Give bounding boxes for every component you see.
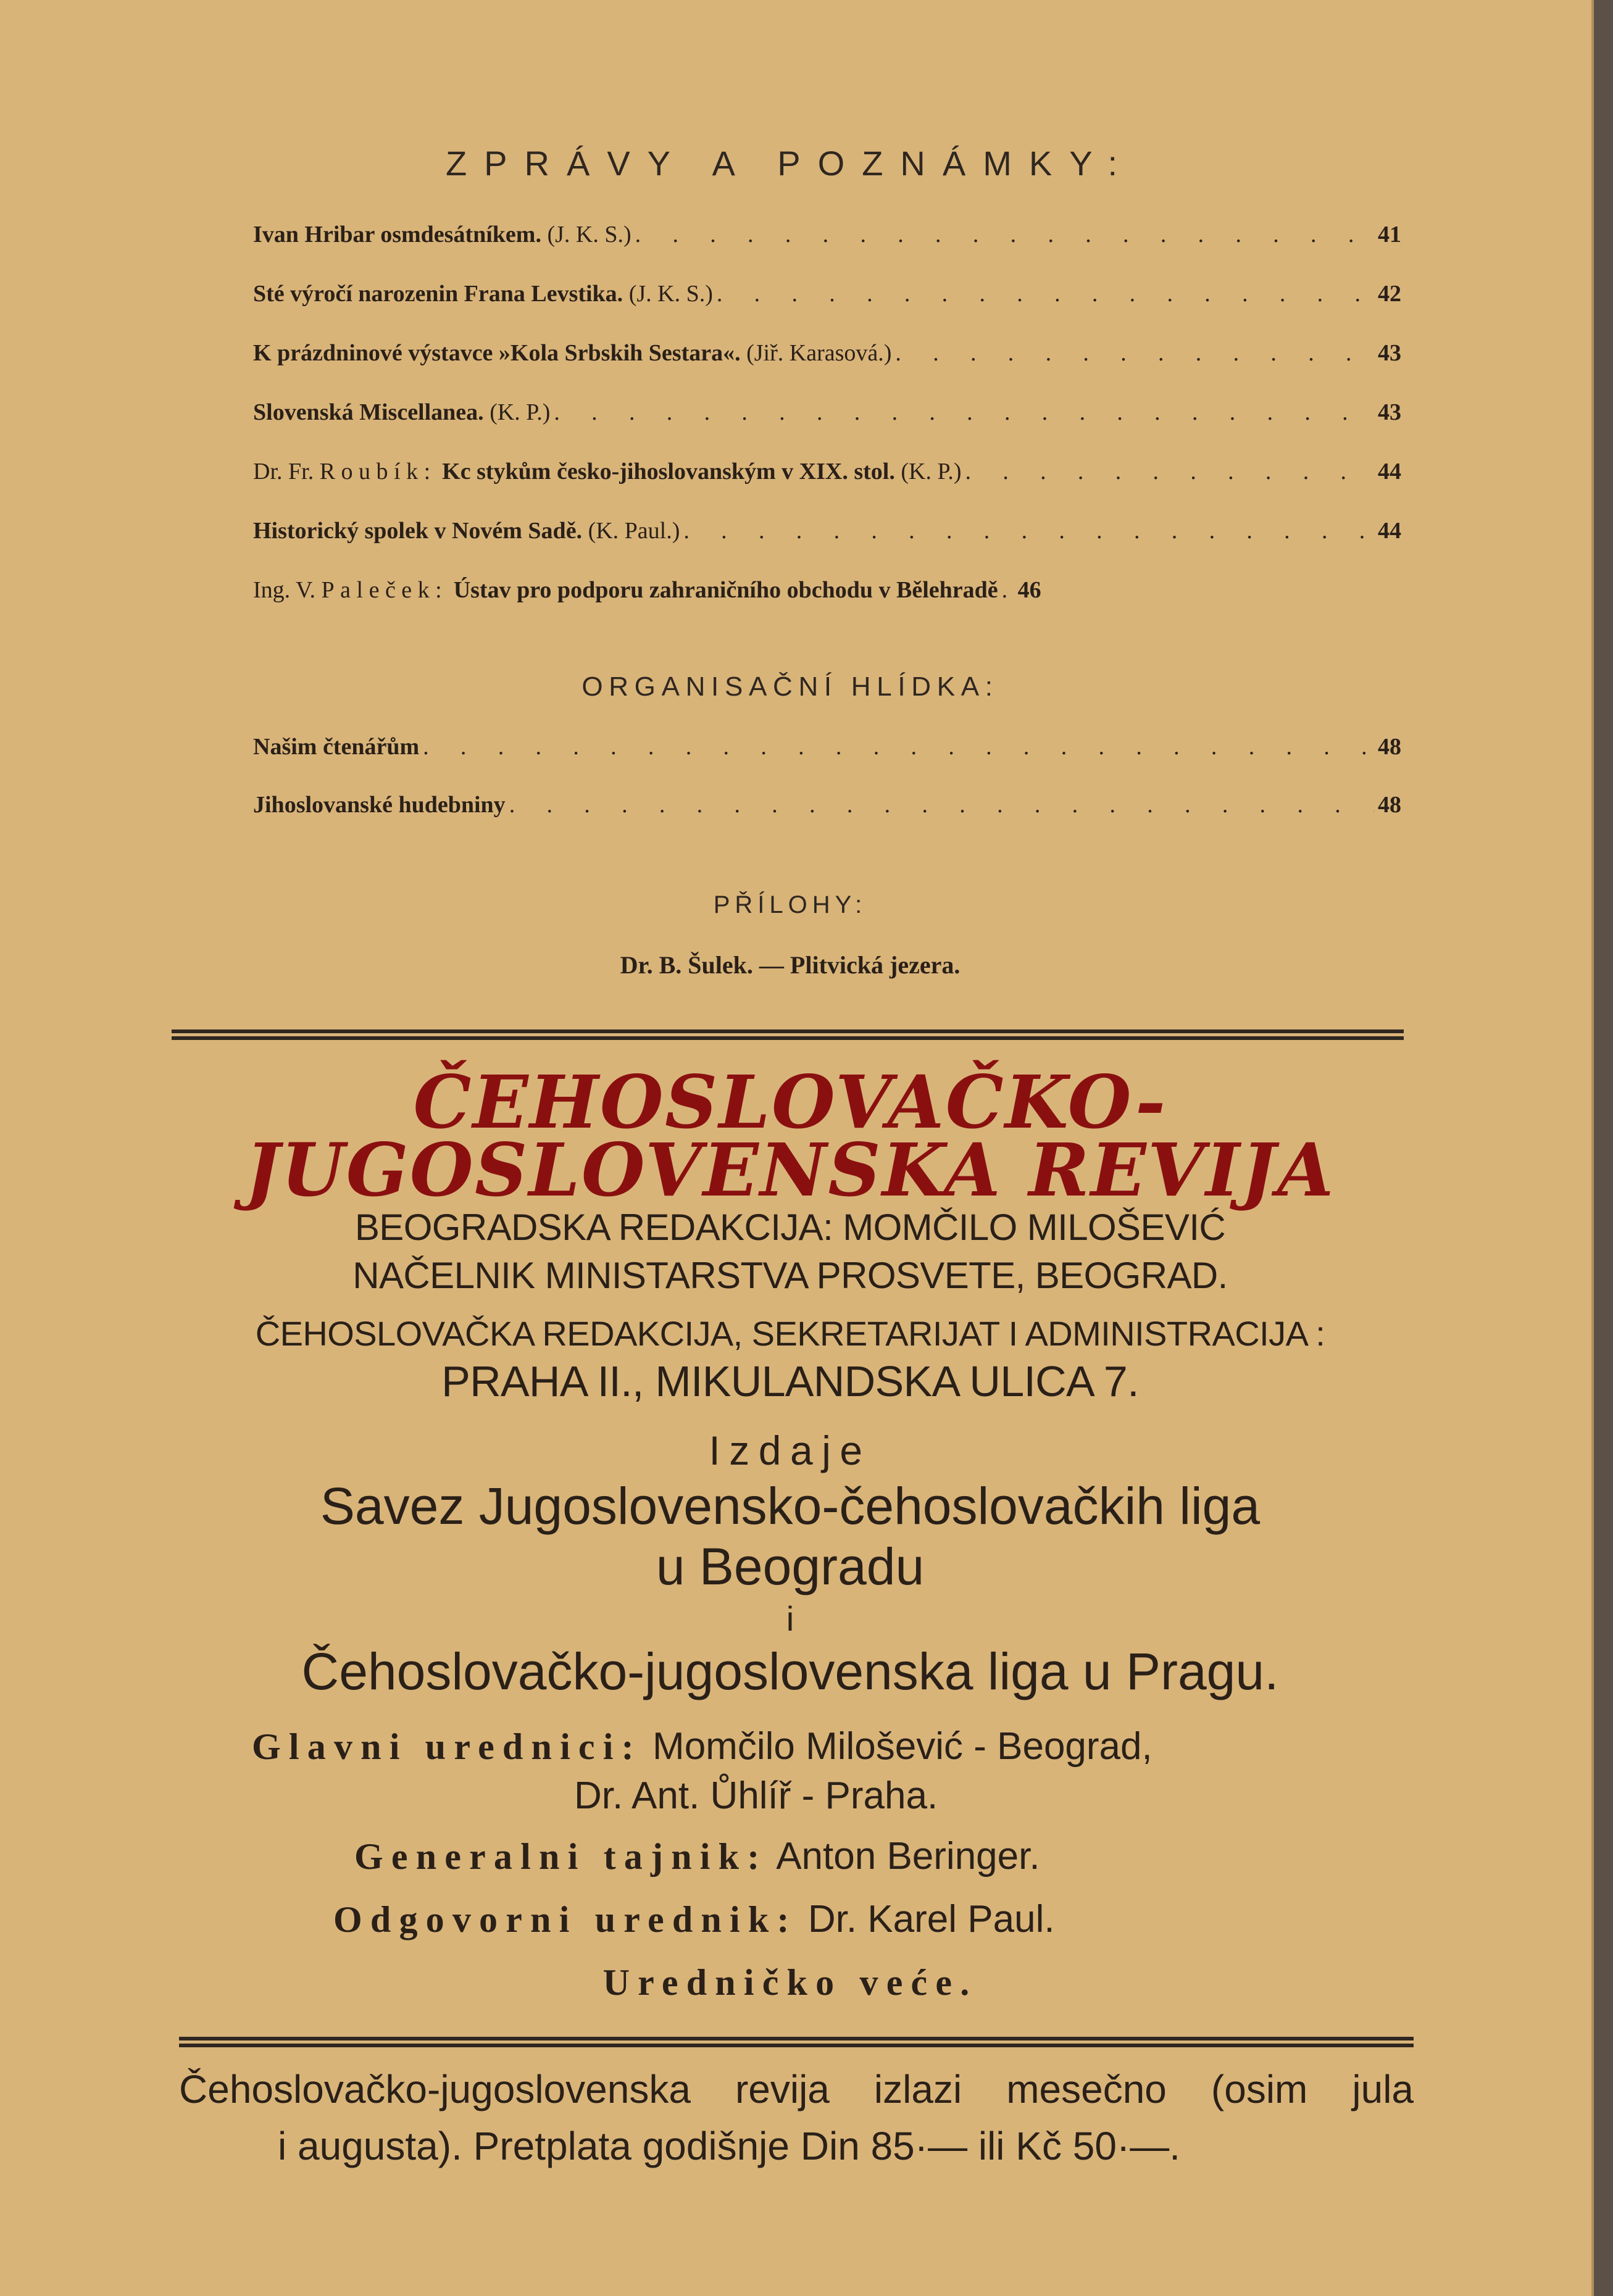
page-number: 48	[1378, 734, 1401, 760]
page-number: 43	[1378, 340, 1401, 366]
responsible-editor: Odgovorni urednik: Dr. Karel Paul.	[333, 1898, 1055, 1940]
page-number: 43	[1378, 399, 1401, 425]
page-number: 46	[1017, 577, 1041, 603]
publisher-2: Čehoslovačko-jugoslovenska liga u Pragu.	[301, 1642, 1279, 1700]
review-title-line-2: JUGOSLOVENSKA REVIJA	[245, 1127, 1335, 1213]
leader-dots	[635, 221, 1374, 248]
belgrade-editor: BEOGRADSKA REDAKCIJA: MOMČILO MILOŠEVIĆ	[354, 1207, 1226, 1248]
chief-editors: Glavni urednici: Momčilo Milošević - Beograd,	[252, 1725, 1152, 1768]
editorial-board: Uredničko veće.	[602, 1962, 978, 2003]
toc-entry: Našim čtenářům . . . 48	[253, 733, 1401, 760]
page-number: 41	[1378, 222, 1401, 247]
leader-dots	[509, 791, 1374, 818]
toc-entry: Jihoslovanské hudebniny . . . 48	[253, 791, 1401, 818]
leader-dots	[423, 733, 1374, 760]
page-number: 44	[1378, 459, 1401, 485]
secretary-general: Generalni tajnik: Anton Beringer.	[354, 1835, 1040, 1878]
toc-entry: Ing. V. Paleček: Ústav pro podporu zahraničního obchodu v Bělehradě . . . 46	[253, 576, 1401, 604]
publisher-conjunction: i	[786, 1599, 794, 1638]
prague-office: ČEHOSLOVAČKA REDAKCIJA, SEKRETARIJAT I ADMINISTRACIJA :	[255, 1314, 1325, 1353]
footer-line-1: Čehoslovačko-jugoslovenska revija izlazi mesečno (osim jula	[179, 2067, 1414, 2111]
toc-entry: Historický spolek v Novém Sadě. (K. Paul.) . . . 44	[253, 517, 1401, 544]
leader-dots	[683, 517, 1374, 544]
published-by-label: Izdaje	[709, 1428, 872, 1473]
double-rule	[172, 1029, 1404, 1041]
double-rule	[179, 2037, 1414, 2048]
footer-line-2: i augusta). Pretplata godišnje Din 85·— ili Kč 50·—.	[278, 2124, 1181, 2168]
toc-entry: Dr. Fr. Roubík: Kc stykům česko-jihoslovanským v XIX. stol. (K. P.) . . . 44	[253, 458, 1401, 485]
page-edge	[1591, 0, 1613, 2296]
leader-dots	[965, 458, 1374, 485]
leader-dots	[1002, 576, 1014, 604]
news-section-heading: ZPRÁVY A POZNÁMKY:	[445, 144, 1135, 183]
review-title-line-1: ČEHOSLOVAČKO-	[413, 1059, 1167, 1145]
toc-entry: Ivan Hribar osmdesátníkem. (J. K. S.) . . . 41	[253, 221, 1401, 248]
leader-dots	[895, 339, 1374, 367]
attachments-heading: PŘÍLOHY:	[713, 891, 867, 918]
chief-editor-2: Dr. Ant. Ůhlíř - Praha.	[574, 1774, 938, 1817]
toc-entry: Slovenská Miscellanea. (K. P.) . . . 43	[253, 399, 1401, 426]
toc-entry: Sté výročí narozenin Frana Levstika. (J. K. S.) . . . 42	[253, 280, 1401, 307]
page-number: 42	[1378, 281, 1401, 307]
attachment-item: Dr. B. Šulek. — Plitvická jezera.	[620, 951, 961, 979]
organisation-section-heading: ORGANISAČNÍ HLÍDKA:	[581, 672, 999, 702]
page-number: 44	[1378, 518, 1401, 544]
page-number: 48	[1378, 792, 1401, 818]
toc-entry: K prázdninové výstavce »Kola Srbskih Sestara«. (Jiř. Karasová.) . . . 43	[253, 339, 1401, 367]
page-fold	[1591, 0, 1594, 2296]
prague-address: PRAHA II., MIKULANDSKA ULICA 7.	[441, 1357, 1139, 1405]
publisher-1: Savez Jugoslovensko-čehoslovačkih liga	[320, 1477, 1261, 1535]
leader-dots	[554, 399, 1374, 426]
belgrade-editor-role: NAČELNIK MINISTARSTVA PROSVETE, BEOGRAD.	[352, 1255, 1228, 1296]
publisher-1-city: u Beogradu	[656, 1537, 925, 1595]
leader-dots	[717, 280, 1374, 307]
